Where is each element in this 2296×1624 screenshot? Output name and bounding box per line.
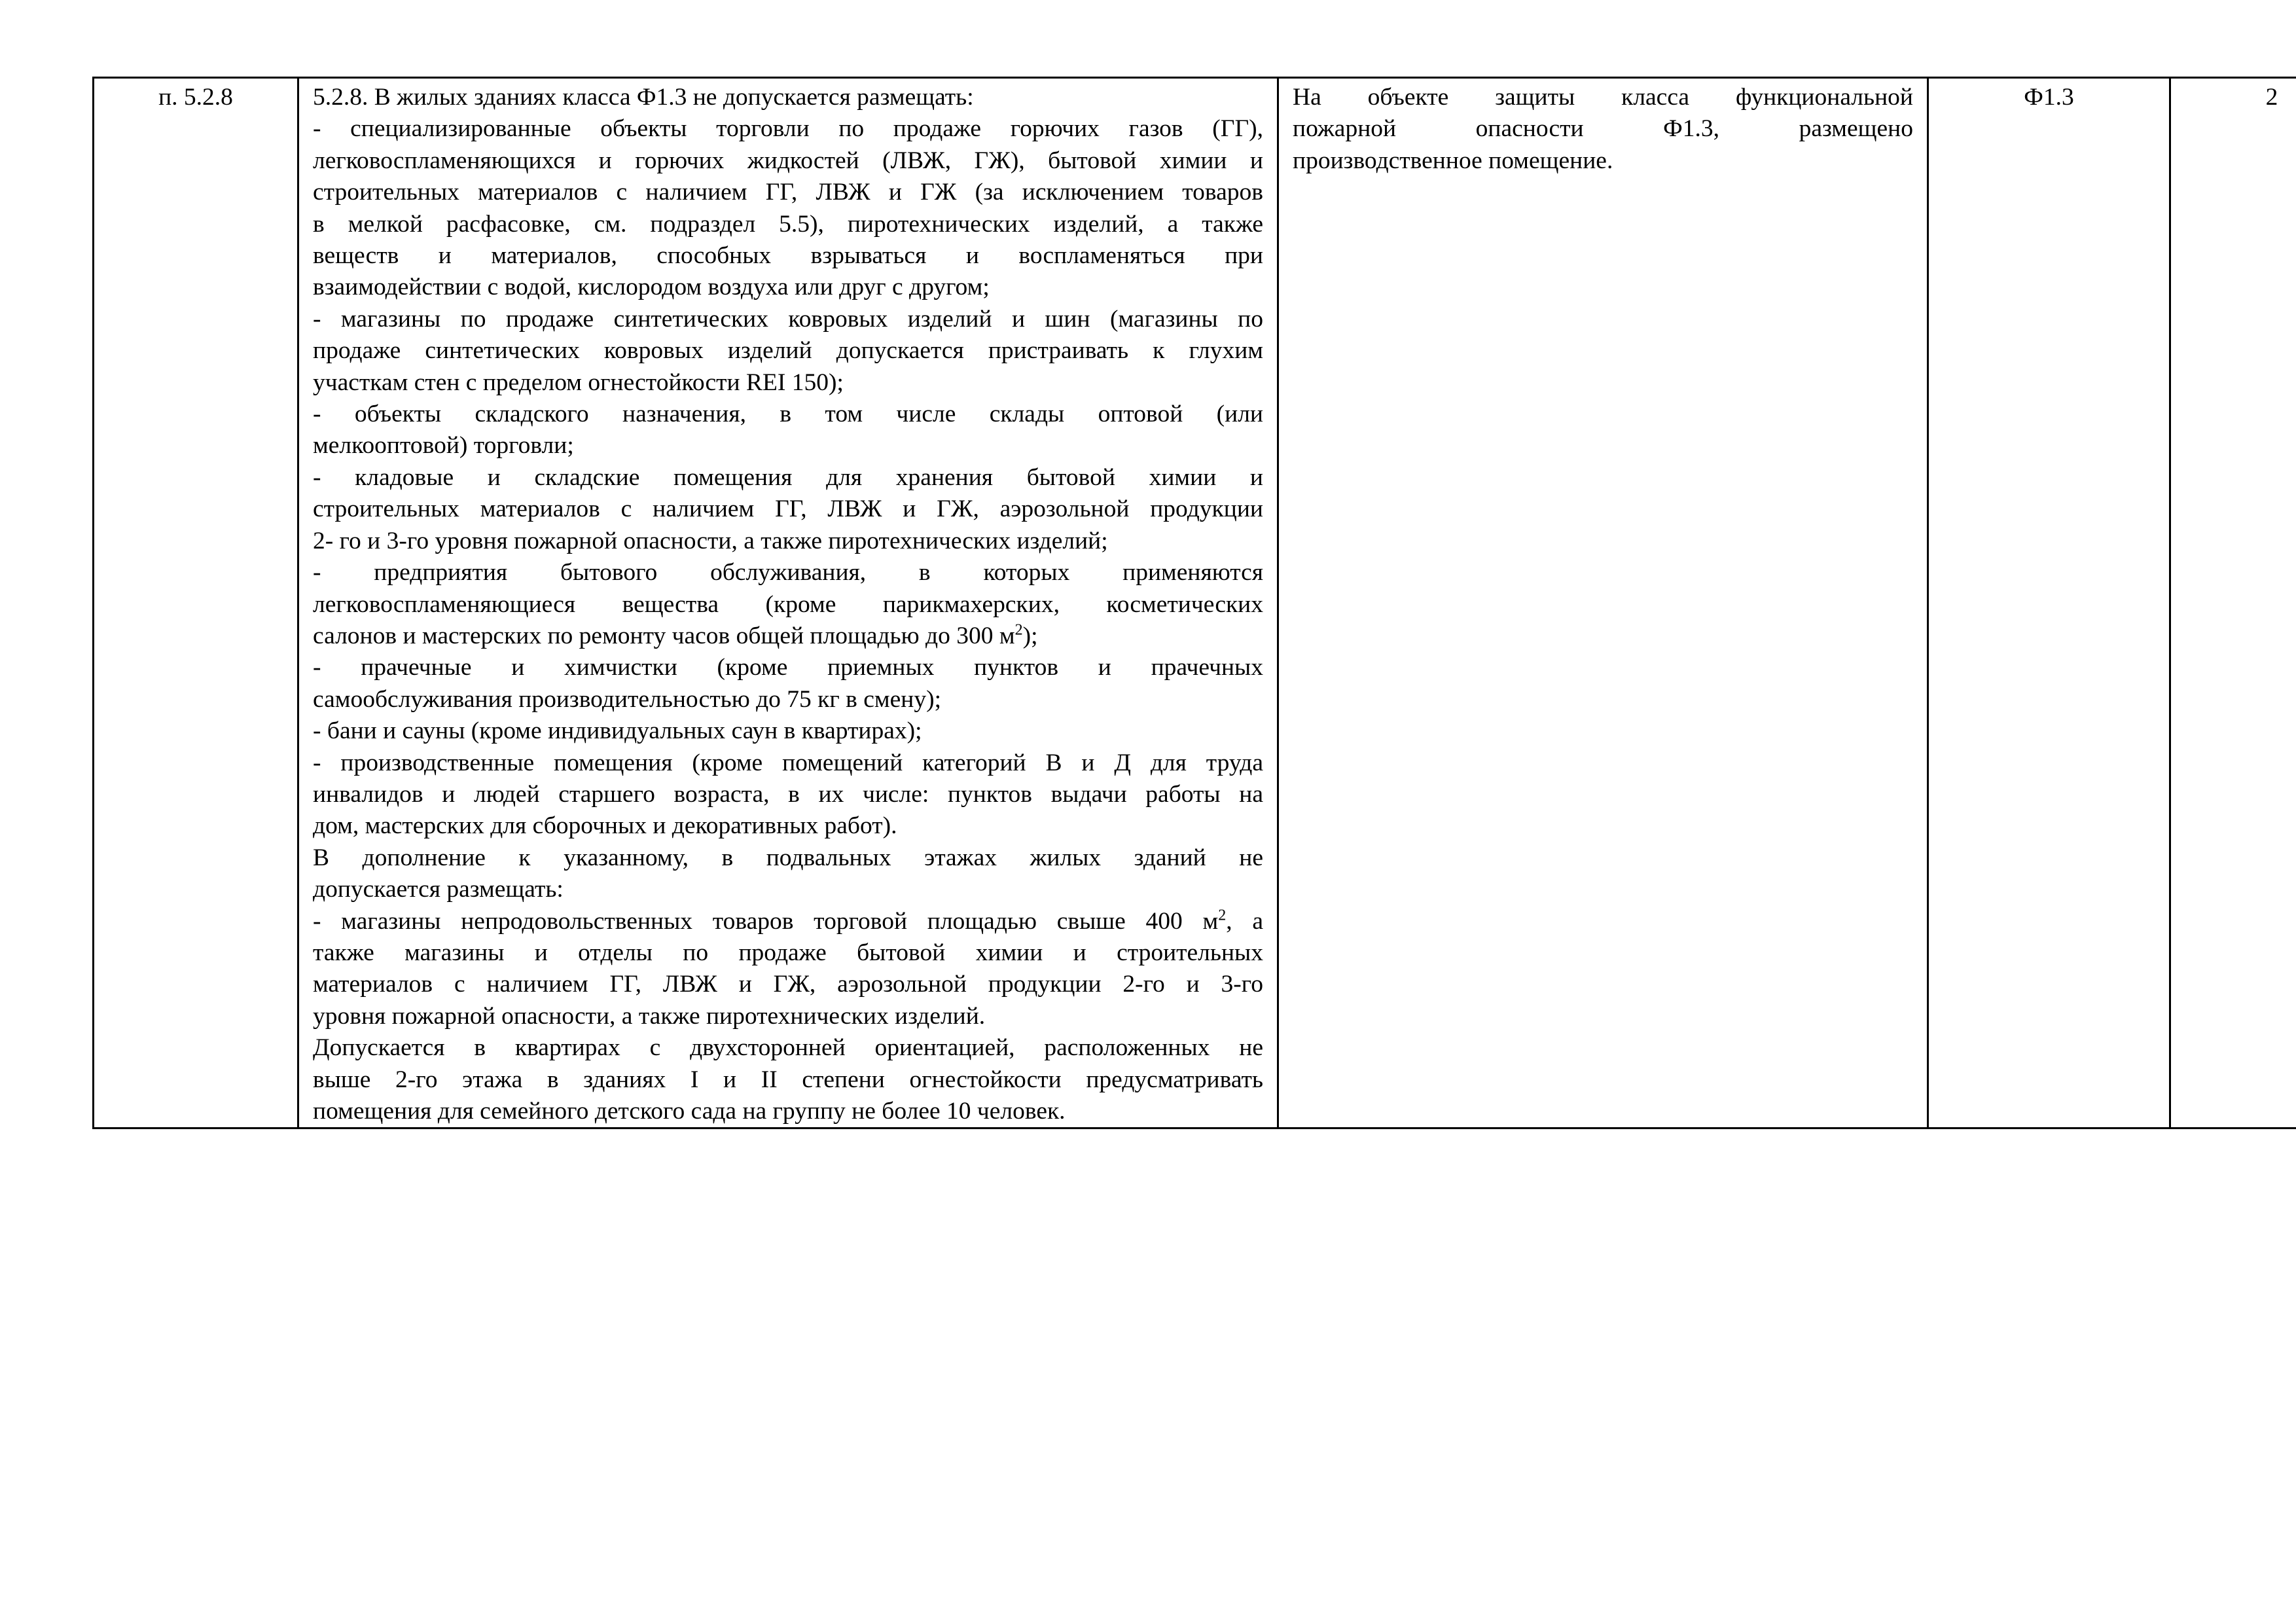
violation-text-line: пожарной опасности Ф1.3, размещено	[1293, 115, 1913, 143]
requirement-text-line: помещения для семейного детского сада на группу не более 10 человек.	[313, 1098, 1066, 1125]
requirement-text-line: мелкооптовой) торговли;	[313, 432, 574, 460]
requirement-text-line: допускается размещать:	[313, 876, 564, 903]
violation-description	[1293, 82, 1913, 177]
requirement-text-line: также магазины и отделы по продаже бытовой химии и строительных	[313, 939, 1263, 966]
violation-text-line: производственное помещение.	[1293, 147, 1613, 174]
item-count-cell	[2170, 78, 2296, 1128]
requirement-text-line: строительных материалов с наличием ГГ, ЛВЖ и ГЖ, аэрозольной продукции	[313, 496, 1263, 523]
table-row	[94, 78, 2296, 1128]
requirement-text-line: - производственные помещения (кроме помещений категорий В и Д для труда	[313, 749, 1263, 776]
requirement-text-line: - предприятия бытового обслуживания, в которых применяются	[313, 559, 1263, 586]
requirement-text-line: - объекты складского назначения, в том числе склады оптовой (или	[313, 401, 1263, 428]
requirement-text	[313, 82, 1263, 1127]
requirement-text-line: 5.2.8. В жилых зданиях класса Ф1.3 не допускается размещать:	[313, 84, 974, 111]
requirement-text-line: - магазины по продаже синтетических ковровых изделий и шин (магазины по	[313, 305, 1263, 333]
requirement-text-line: инвалидов и людей старшего возраста, в их числе: пунктов выдачи работы на	[313, 780, 1263, 808]
violation-description-cell	[1278, 78, 1928, 1128]
requirement-text-line: самообслуживания производительностью до 75 кг в смену);	[313, 685, 941, 713]
requirement-text-line: - магазины непродовольственных товаров торговой площадью свыше 400 $м^2$, а	[313, 907, 1263, 935]
requirement-text-line: взаимодействии с водой, кислородом воздуха или друг с другом;	[313, 274, 990, 301]
requirement-text-line: - прачечные и химчистки (кроме приемных пунктов и прачечных	[313, 654, 1263, 681]
requirement-text-line: в мелкой расфасовке, см. подраздел 5.5), пиротехнических изделий, а также	[313, 210, 1263, 238]
requirement-text-line: дом, мастерских для сборочных и декоративных работ).	[313, 812, 897, 840]
requirement-text-line: Допускается в квартирах с двухсторонней ориентацией, расположенных не	[313, 1034, 1263, 1062]
violation-text-line: На объекте защиты класса функциональной	[1293, 84, 1913, 111]
requirement-text-line: строительных материалов с наличием ГГ, ЛВЖ и ГЖ (за исключением товаров	[313, 179, 1263, 206]
requirement-text-line: - кладовые и складские помещения для хранения бытовой химии и	[313, 463, 1263, 491]
requirement-text-line: уровня пожарной опасности, а также пиротехнических изделий.	[313, 1002, 986, 1030]
requirement-text-line: В дополнение к указанному, в подвальных этажах жилых зданий не	[313, 844, 1263, 871]
requirement-text-line: продаже синтетических ковровых изделий допускается пристраивать к глухим	[313, 337, 1263, 365]
requirement-text-line: веществ и материалов, способных взрываться и воспламеняться при	[313, 242, 1263, 270]
requirement-text-line: материалов с наличием ГГ, ЛВЖ и ГЖ, аэрозольной продукции 2-го и 3-го	[313, 971, 1263, 998]
requirement-text-line: салонов и мастерских по ремонту часов общей площадью до 300 $м^2$);	[313, 621, 1038, 649]
requirement-text-line: легковоспламеняющихся и горючих жидкостей (ЛВЖ, ГЖ), бытовой химии и	[313, 147, 1263, 174]
requirement-text-line: выше 2-го этажа в зданиях I и II степени огнестойкости предусматривать	[313, 1066, 1263, 1093]
functional-class-cell	[1928, 78, 2170, 1128]
functional-class: Ф1.3	[2024, 84, 2074, 111]
item-count: 2	[2265, 84, 2278, 111]
norm-reference: п. 5.2.8	[158, 84, 233, 111]
requirement-text-line: участкам стен с пределом огнестойкости REI 150);	[313, 369, 844, 396]
requirement-text-line: - специализированные объекты торговли по продаже горючих газов (ГГ),	[313, 115, 1263, 143]
requirement-text-line: - бани и сауны (кроме индивидуальных саун в квартирах);	[313, 717, 922, 745]
requirement-text-line: 2- го и 3-го уровня пожарной опасности, а также пиротехнических изделий;	[313, 527, 1108, 554]
violations-table	[92, 77, 2296, 1129]
norm-reference-cell	[94, 78, 298, 1128]
requirement-text-line: легковоспламеняющиеся вещества (кроме парикмахерских, косметических	[313, 590, 1263, 618]
requirement-text-cell	[298, 78, 1278, 1128]
